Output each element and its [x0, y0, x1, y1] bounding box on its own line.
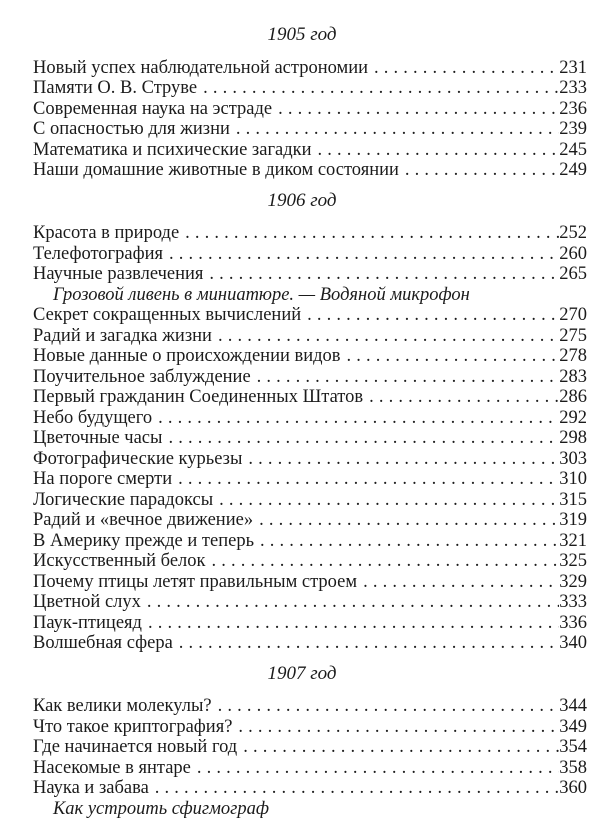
toc-entry-title: Наши домашние животные в диком состоянии — [33, 160, 399, 180]
dot-leader — [203, 78, 559, 99]
toc-entry-title: Поучительное заблуждение — [33, 366, 251, 387]
dot-leader — [158, 408, 559, 429]
toc-entry-page: 344 — [559, 696, 587, 716]
dot-leader — [363, 572, 559, 593]
toc-entry-page: 275 — [559, 325, 587, 346]
toc-entries — [33, 58, 587, 181]
toc-subentry: Как устроить сфигмограф — [53, 798, 270, 819]
toc-entry-page: 292 — [559, 407, 587, 428]
toc-entries — [33, 696, 587, 819]
toc-entry-title: Новый успех наблюдательной астрономии — [33, 57, 369, 78]
toc-entry-page: 249 — [559, 160, 587, 180]
toc-entry-page: 349 — [559, 716, 587, 737]
toc-entry — [33, 387, 587, 408]
toc-entry-title: Красота в природе — [33, 223, 180, 243]
toc-entry-title: Памяти О. В. Струве — [33, 78, 198, 98]
toc-entry-page: 310 — [559, 469, 587, 489]
toc-entry-page: 354 — [559, 737, 587, 757]
toc-entry-title: Радий и загадка жизни — [33, 325, 212, 346]
toc-entry-page: 286 — [559, 387, 587, 407]
dot-leader — [259, 510, 559, 531]
toc-entry-title: Цветочные часы — [33, 428, 163, 448]
toc-entry — [33, 408, 587, 429]
toc-entry-page: 298 — [559, 428, 587, 448]
toc-entry — [33, 264, 587, 285]
toc-entry-page: 325 — [559, 551, 587, 571]
dot-leader — [155, 778, 559, 799]
toc-entry-title: Где начинается новый год — [33, 737, 238, 757]
toc-entry-title: Небо будущего — [33, 407, 153, 428]
toc-entry — [33, 244, 587, 265]
toc-entry-page: 333 — [559, 592, 587, 612]
toc-entry-title: Радий и «вечное движение» — [33, 510, 254, 530]
dot-leader — [209, 264, 559, 285]
toc-entry-page: 233 — [559, 78, 587, 98]
toc-entry-title: В Америку прежде и теперь — [33, 530, 255, 551]
toc-entry — [33, 346, 587, 367]
toc-entry-title: С опасностью для жизни — [33, 119, 230, 139]
toc-entry-page: 315 — [559, 489, 587, 510]
year-heading: 1906 год — [267, 189, 337, 211]
toc-section — [33, 191, 587, 654]
toc-subentry: Грозовой ливень в миниатюре. — Водяной микрофон — [53, 284, 470, 305]
toc-entry-title: На пороге смерти — [33, 469, 173, 489]
toc-entry-title: Телефотография — [33, 243, 164, 264]
toc-entry — [33, 778, 587, 799]
toc-entry-page: 319 — [559, 510, 587, 530]
dot-leader — [248, 449, 559, 470]
dot-leader — [178, 469, 559, 490]
toc-entry — [33, 572, 587, 593]
dot-leader — [185, 223, 559, 244]
toc-entry-page: 270 — [559, 305, 587, 325]
toc-entry-page: 329 — [559, 571, 587, 592]
toc-entry-page: 236 — [559, 98, 587, 119]
dot-leader — [318, 140, 560, 161]
toc-entry — [33, 613, 587, 634]
dot-leader — [307, 305, 559, 326]
toc-entry — [33, 160, 587, 181]
dot-leader — [218, 696, 560, 717]
dot-leader — [147, 592, 559, 613]
dot-leader — [168, 428, 559, 449]
toc-entry — [33, 428, 587, 449]
dot-leader — [197, 758, 559, 779]
toc-entry-title: Математика и психические загадки — [33, 139, 312, 160]
toc-entry — [33, 551, 587, 572]
toc-entry — [33, 717, 587, 738]
dot-leader — [218, 326, 559, 347]
toc-entry-page: 239 — [559, 119, 587, 139]
toc-entry-title: Волшебная сфера — [33, 633, 173, 653]
toc-entry-page: 278 — [559, 346, 587, 366]
toc-entry-page: 265 — [559, 264, 587, 284]
toc-entry-page: 303 — [559, 448, 587, 469]
toc-entry — [33, 223, 587, 244]
toc-entry-page: 252 — [559, 223, 587, 243]
dot-leader — [179, 633, 559, 654]
toc-entry-title: Фотографические курьезы — [33, 448, 243, 469]
toc-entry — [33, 490, 587, 511]
toc-entry — [33, 326, 587, 347]
year-heading: 1905 год — [267, 24, 337, 45]
dot-leader — [257, 367, 560, 388]
toc-entry-title: Новые данные о происхождении видов — [33, 346, 341, 366]
year-heading: 1907 год — [267, 662, 337, 684]
toc-entry — [33, 592, 587, 613]
toc-entry-title: Первый гражданин Соединенных Штатов — [33, 387, 364, 407]
toc-entry — [33, 58, 587, 79]
toc-entry-title: Почему птицы летят правильным строем — [33, 571, 358, 592]
toc-entry-title: Секрет сокращенных вычислений — [33, 305, 302, 325]
toc-entry-title: Современная наука на эстраде — [33, 98, 273, 119]
toc-section — [33, 25, 587, 181]
toc-entry-page: 245 — [559, 139, 587, 160]
toc-entry-title: Логические парадоксы — [33, 489, 214, 510]
toc-entry — [33, 305, 587, 326]
toc-entry-title: Как велики молекулы? — [33, 696, 212, 716]
dot-leader — [369, 387, 559, 408]
toc-entry — [33, 758, 587, 779]
toc-entry — [33, 449, 587, 470]
dot-leader — [169, 244, 559, 265]
toc-entry — [33, 119, 587, 140]
toc-entry — [33, 510, 587, 531]
toc-entry-page: 358 — [559, 757, 587, 778]
toc-entry-page: 340 — [559, 633, 587, 653]
toc-entry — [33, 140, 587, 161]
toc-entry-title: Искусственный белок — [33, 551, 206, 571]
toc-entry-page: 260 — [559, 243, 587, 264]
toc-section — [33, 664, 587, 820]
toc-entry — [33, 633, 587, 654]
dot-leader — [347, 346, 560, 367]
dot-leader — [405, 160, 559, 181]
toc-entry-title: Что такое криптография? — [33, 716, 233, 737]
toc-entry-title: Научные развлечения — [33, 264, 204, 284]
toc-entry-title: Паук-птицеяд — [33, 612, 142, 633]
dot-leader — [238, 717, 559, 738]
toc-entry-page: 283 — [559, 366, 587, 387]
dot-leader — [236, 119, 559, 140]
toc-entry-page: 321 — [559, 530, 587, 551]
toc-entry — [33, 99, 587, 120]
toc-entry — [33, 696, 587, 717]
toc-entry-page: 231 — [559, 57, 587, 78]
toc-entry — [33, 469, 587, 490]
dot-leader — [148, 613, 559, 634]
dot-leader — [219, 490, 559, 511]
toc-entry — [33, 78, 587, 99]
toc-entries — [33, 223, 587, 654]
toc-entry-title: Насекомые в янтаре — [33, 757, 191, 778]
toc-entry — [33, 367, 587, 388]
toc-entry-page: 360 — [559, 778, 587, 798]
dot-leader — [260, 531, 559, 552]
dot-leader — [212, 551, 560, 572]
toc-entry-page: 336 — [559, 612, 587, 633]
toc-entry — [33, 737, 587, 758]
toc-entry-title: Цветной слух — [33, 592, 141, 612]
dot-leader — [278, 99, 559, 120]
dot-leader — [374, 58, 559, 79]
toc-entry-title: Наука и забава — [33, 778, 149, 798]
dot-leader — [243, 737, 559, 758]
toc-entry — [33, 531, 587, 552]
